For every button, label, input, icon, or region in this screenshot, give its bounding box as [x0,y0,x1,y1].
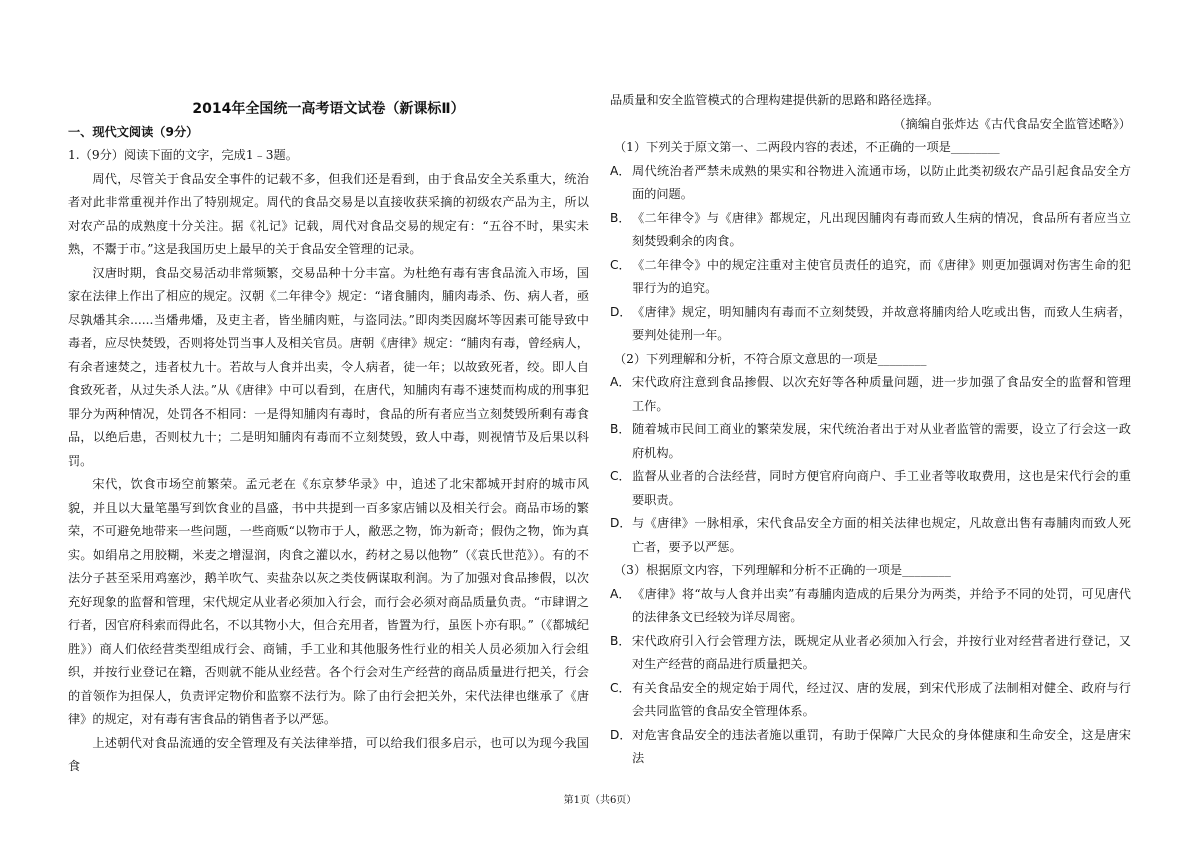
option-item [610,160,1131,207]
option-text: 《唐律》规定，明知脯肉有毒而不立刻焚毁，并故意将脯肉给人吃或出售，而致人生病者，要判处徒刑一年。 [632,304,1131,342]
option-text: 监督从业者的合法经营，同时方便官府向商户、手工业者等收取费用，这也是宋代行会的重要职责。 [632,469,1131,507]
option-label: D． [610,304,632,319]
option-label: B． [610,422,631,436]
option-text: 随着城市民间工商业的繁荣发展，宋代统治者出于对从业者监管的需要，设立了行会这一政府机构。 [632,422,1131,460]
option-item [610,630,1131,677]
option-item [610,677,1131,724]
page-footer: 第1页（共6页） [563,795,637,806]
passage-paragraph: 上述朝代对食品流通的安全管理及有关法律举措，可以给我们很多启示，也可以为现今我国食 [68,735,589,773]
option-text: 周代统治者严禁未成熟的果实和谷物进入流通市场，以防止此类初级农产品引起食品安全方面的问题。 [632,163,1131,201]
option-label: A． [610,375,631,389]
passage-paragraph: 汉唐时期，食品交易活动非常频繁，交易品种十分丰富。为杜绝有毒有害食品流入市场，国家在法律上作出了相应的规定。汉朝《二年律令》规定：“诸食脯肉，脯肉毒杀、伤、病人者，亟尽孰燔其余......当燔弗燔，及吏主者，皆坐脯肉赃，与盗同法。”即肉类因腐坏等因素可能导致中毒者，应尽快焚毁，否则将处罚当事人及相关官员。唐朝《唐律》规定：“脯肉有毒，曾经病人，有余者速焚之，违者杖九十。若故与人食并出卖，令人病者，徒一年；以故致死者，绞。即人自食致死者，从过失杀人法。”从《唐律》中可以看到，在唐代，知脯肉有毒不速焚而构成的刑事犯罪分为两种情况，处罚各不相同：一是得知脯肉有毒时，食品的所有者应当立刻焚毁所剩有毒食品，以绝后患，否则杖九十；二是明知脯肉有毒而不立刻焚毁，致人中毒，则视情节及后果以科罚。 [68,265,589,468]
subquestion-stem: （1）下列关于原文第一、二两段内容的表述，不正确的一项是________ [614,140,1000,154]
option-item [610,724,1131,771]
option-item [610,254,1131,301]
option-label: B． [610,210,631,225]
option-item [610,207,1131,254]
option-label: D． [610,516,632,530]
option-text: 《二年律令》与《唐律》都规定，凡出现因脯肉有毒而致人生病的情况，食品所有者应当立刻焚毁剩余的肉食。 [632,210,1131,248]
subquestion-stem: （3）根据原文内容，下列理解和分析不正确的一项是________ [614,563,951,577]
option-label: D． [610,727,632,742]
option-label: C． [610,680,631,695]
option-text: 宋代政府引入行会管理方法，既规定从业者必须加入行会，并按行业对经营者进行登记，又对生产经营的商品进行质量把关。 [632,633,1131,671]
option-text: 《二年律令》中的规定注重对主使官员责任的追究，而《唐律》则更加强调对伤害生命的犯罪行为的追究。 [632,257,1131,295]
option-label: A． [610,163,631,178]
passage-paragraph: 宋代，饮食市场空前繁荣。孟元老在《东京梦华录》中，追述了北宋都城开封府的城市风貌，并且以大量笔墨写到饮食业的昌盛，书中共提到一百多家店铺以及相关行会。商品市场的繁荣，不可避免地带来一些问题，一些商贩“以物市于人，敝恶之物，饰为新奇；假伪之物，饰为真实。如绢帛之用胶糊，米麦之增湿润，肉食之灌以水，药材之易以他物”（《袁氏世范》）。有的不法分子甚至采用鸡塞沙，鹅羊吹气、卖盐杂以灰之类伎俩谋取利润。为了加强对食品掺假，以次充好现象的监督和管理，宋代规定从业者必须加入行会，而行会必须对商品质量负责。“市肆谓之行者，因官府科索而得此名，不以其物小大，但合充用者，皆置为行，虽医卜亦有职。”（《都城纪胜》）商人们依经营类型组成行会、商铺，手工业和其他服务性行业的相关人员必须加入行会组织，并按行业登记在籍，否则就不能从业经营。各个行会对生产经营的商品质量进行把关，行会的首领作为担保人，负责评定物价和监察不法行为。除了由行会把关外，宋代法律也继承了《唐律》的规定，对有毒有害食品的销售者予以严惩。 [68,477,589,726]
option-label: C． [610,469,631,483]
exam-title: 2014年全国统一高考语文试卷（新课标Ⅱ） [192,101,465,117]
right-column [610,89,1131,771]
option-item [610,418,1131,465]
subquestion-stem: （2）下列理解和分析，不符合原文意思的一项是________ [614,351,927,366]
option-label: B． [610,633,631,648]
option-item [610,465,1131,512]
passage-continuation: 品质量和安全监管模式的合理构建提供新的思路和路径选择。 [610,93,940,107]
source-note: （摘编自张炸达《古代食品安全监管述略》） [893,116,1131,131]
left-column [68,97,589,779]
option-text: 与《唐律》一脉相承，宋代食品安全方面的相关法律也规定，凡故意出售有毒脯肉而致人死亡者，要予以严惩。 [632,516,1131,554]
option-item [610,301,1131,348]
option-label: C． [610,257,631,272]
option-text: 对危害食品安全的违法者施以重罚，有助于保障广大民众的身体健康和生命安全，这是唐宋法 [632,727,1131,765]
option-item [610,371,1131,418]
option-item [610,583,1131,630]
option-text: 《唐律》将“故与人食并出卖”有毒脯肉造成的后果分为两类，并给予不同的处罚，可见唐代的法律条文已经较为详尽周密。 [632,586,1131,624]
question-intro: 1.（9分）阅读下面的文字，完成1﹣3题。 [68,148,298,162]
section-heading: 一、现代文阅读（9分） [68,125,199,139]
option-text: 宋代政府注意到食品掺假、以次充好等各种质量问题，进一步加强了食品安全的监督和管理工作。 [632,375,1131,413]
option-text: 有关食品安全的规定始于周代，经过汉、唐的发展，到宋代形成了法制相对健全、政府与行会共同监管的食品安全管理体系。 [632,680,1131,718]
option-label: A． [610,586,631,601]
option-item [610,512,1131,559]
passage-paragraph: 周代，尽管关于食品安全事件的记载不多，但我们还是看到，由于食品安全关系重大，统治者对此非常重视并作出了特别规定。周代的食品交易是以直接收获采摘的初级农产品为主，所以对农产品的成熟度十分关注。据《礼记》记载，周代对食品交易的规定有：“五谷不时，果实未熟，不鬻于市。”这是我国历史上最早的关于食品安全管理的记录。 [68,171,589,256]
